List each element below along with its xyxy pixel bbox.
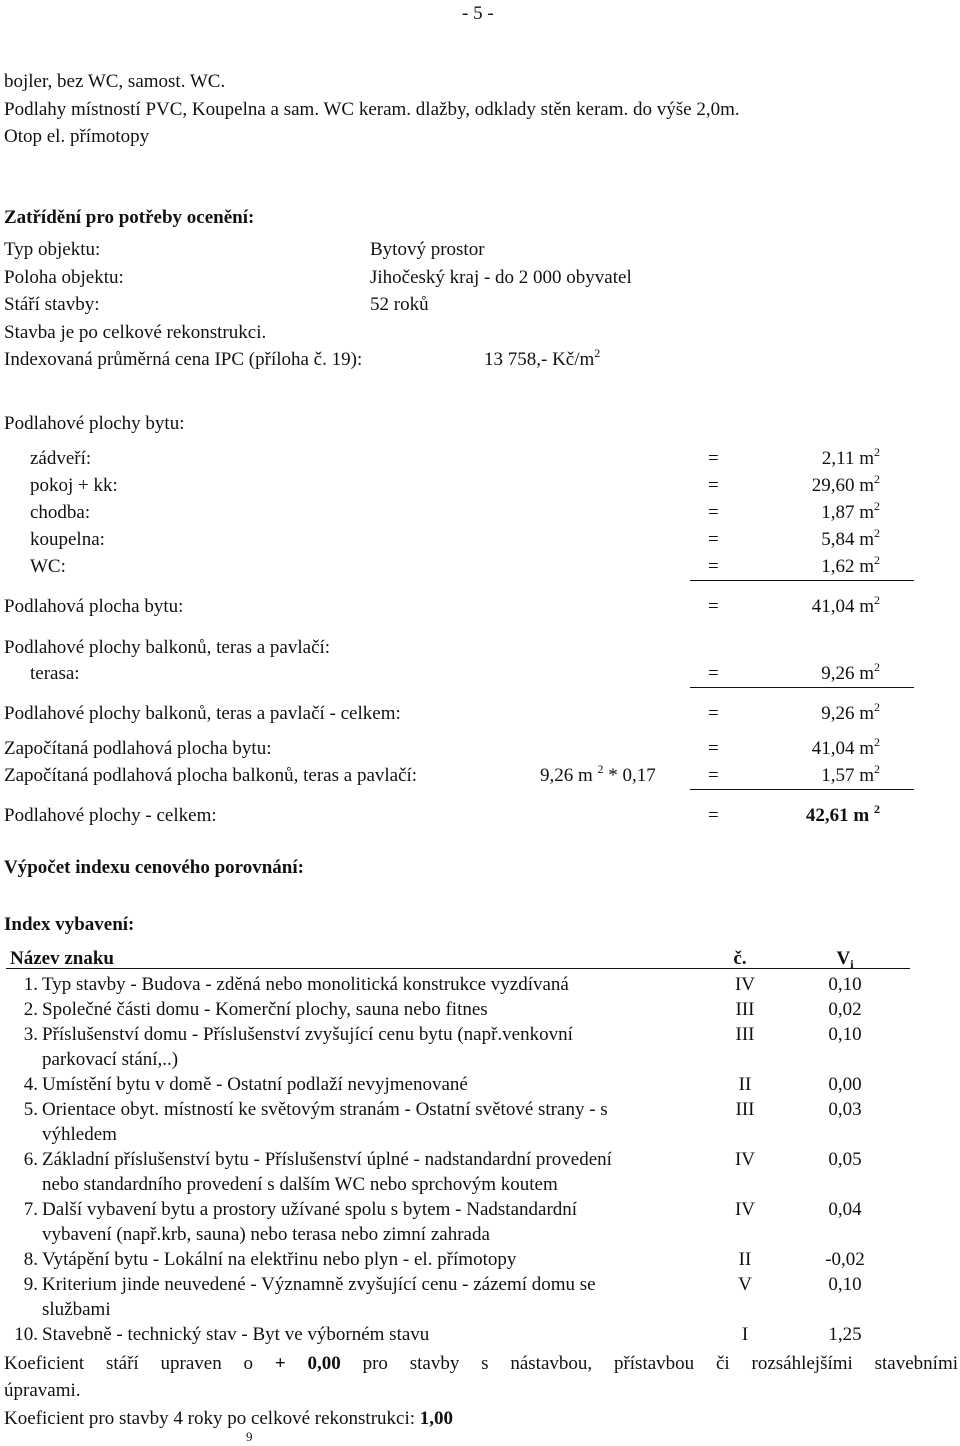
balconies-heading: Podlahové plochy balkonů, teras a pavlačí: xyxy=(4,637,331,658)
intro-line-2: Podlahy místností PVC, Koupelna a sam. WC keram. dlažby, odklady stěn keram. do výše 2,0m. xyxy=(4,99,740,120)
index-item-number: 8. xyxy=(23,1249,38,1270)
index-item-number: 5. xyxy=(23,1099,38,1120)
col-header-v: $V_i$ xyxy=(836,948,854,971)
col-header-name: Název znaku xyxy=(10,948,114,969)
index-item-class: IV xyxy=(734,1149,756,1170)
room-value: 2,11 $m^2$ xyxy=(821,445,880,469)
index-item-value: 0,03 xyxy=(828,1099,862,1120)
index-item-text: Kriterium jinde neuvedené - Významně zvyšující cenu - zázemí domu se xyxy=(42,1274,596,1295)
sum-rule xyxy=(690,789,914,790)
table-header-rule xyxy=(6,968,910,969)
reconstruction-note: Stavba je po celkové rekonstrukci. xyxy=(4,322,267,343)
index-item-text: Společné části domu - Komerční plochy, sauna nebo fitnes xyxy=(42,999,488,1020)
index-item-text: Příslušenství domu - Příslušenství zvyšující cenu bytu (např.venkovní xyxy=(42,1024,573,1045)
index-item-class: IV xyxy=(734,1199,756,1220)
index-item-text: výhledem xyxy=(42,1124,117,1145)
index-item-number: 10. xyxy=(14,1324,38,1345)
index-item-text: Stavebně - technický stav - Byt ve výborném stavu xyxy=(42,1324,430,1345)
counted-balc-value: 1,57 $m^2$ xyxy=(821,762,880,786)
index-item-class: III xyxy=(735,1024,755,1045)
equals-sign: = xyxy=(708,502,719,523)
index-item-value: 0,10 xyxy=(828,974,862,995)
index-item-text: Typ stavby - Budova - zděná nebo monolitická konstrukce vyzdívaná xyxy=(42,974,569,995)
index-item-text: Vytápění bytu - Lokální na elektřinu nebo plyn - el. přímotopy xyxy=(42,1249,517,1270)
type-label: Typ objektu: xyxy=(4,239,101,260)
index-item-number: 4. xyxy=(23,1074,38,1095)
grand-total-value: 42,61 m $^2$ xyxy=(805,802,880,826)
intro-line-1: bojler, bez WC, samost. WC. xyxy=(4,71,226,92)
counted-balc-calc: 9,26 m $^2$ * 0,17 xyxy=(540,762,656,786)
room-value: 1,62 $m^2$ xyxy=(821,553,880,577)
index-item-value: 0,10 xyxy=(828,1274,862,1295)
index-item-class: V xyxy=(738,1274,752,1295)
index-item-class: I xyxy=(741,1324,749,1345)
index-item-text: Orientace obyt. místností ke světovým stranám - Ostatní světové strany - s xyxy=(42,1099,608,1120)
equals-sign: = xyxy=(708,475,719,496)
age-note-line-1: Koeficient stáří upraven o + 0,00 pro stavby s nástavbou, přístavbou či rozsáhlejšími stavebními xyxy=(4,1353,959,1374)
index-item-class: II xyxy=(738,1074,752,1095)
room-value: 1,87 $m^2$ xyxy=(821,499,880,523)
counted-balc-label: Započítaná podlahová plocha balkonů, teras a pavlačí: xyxy=(4,765,418,786)
equals-sign: = xyxy=(708,703,719,724)
index-item-number: 9. xyxy=(23,1274,38,1295)
index-item-value: 0,10 xyxy=(828,1024,862,1045)
intro-line-3: Otop el. přímotopy xyxy=(4,126,150,147)
equals-sign: = xyxy=(708,765,719,786)
index-item-text: nebo standardního provedení s dalším WC nebo sprchovým koutem xyxy=(42,1174,558,1195)
age-note-line-3: Koeficient pro stavby 4 roky po celkové rekonstrukci: 1,00 xyxy=(4,1408,454,1429)
age-note-line-2: úpravami. xyxy=(4,1380,81,1401)
equals-sign: = xyxy=(708,529,719,550)
equals-sign: = xyxy=(708,556,719,577)
page-number: - 5 - xyxy=(462,3,494,24)
index-item-text: službami xyxy=(42,1299,111,1320)
index-item-value: 0,00 xyxy=(828,1074,862,1095)
room-label: chodba: xyxy=(30,502,91,523)
index-item-value: -0,02 xyxy=(825,1249,865,1270)
age-value: 52 roků xyxy=(370,294,429,315)
index-item-number: 3. xyxy=(23,1024,38,1045)
index-item-value: 0,05 xyxy=(828,1149,862,1170)
sum-rule xyxy=(690,580,914,581)
equals-sign: = xyxy=(708,805,719,826)
equals-sign: = xyxy=(708,663,719,684)
index-item-text: Základní příslušenství bytu - Příslušenství úplné - nadstandardní provedení xyxy=(42,1149,612,1170)
index-item-value: 0,02 xyxy=(828,999,862,1020)
index-item-class: III xyxy=(735,1099,755,1120)
type-value: Bytový prostor xyxy=(370,239,485,260)
room-label: zádveří: xyxy=(30,448,92,469)
room-label: WC: xyxy=(30,556,66,577)
index-item-number: 2. xyxy=(23,999,38,1020)
index-item-class: III xyxy=(735,999,755,1020)
terrace-label: terasa: xyxy=(30,663,80,684)
floor-total-value: 41,04 $m^2$ xyxy=(811,593,880,617)
counted-flat-label: Započítaná podlahová plocha bytu: xyxy=(4,738,272,759)
room-value: 5,84 $m^2$ xyxy=(821,526,880,550)
footer-number: 9 xyxy=(246,1429,253,1444)
equals-sign: = xyxy=(708,448,719,469)
index-item-number: 1. xyxy=(23,974,38,995)
age-label: Stáří stavby: xyxy=(4,294,100,315)
index-item-text: vybavení (např.krb, sauna) nebo terasa nebo zimní zahrada xyxy=(42,1224,490,1245)
index-item-number: 7. xyxy=(23,1199,38,1220)
location-value: Jihočeský kraj - do 2 000 obyvatel xyxy=(370,267,632,288)
room-value: 29,60 $m^2$ xyxy=(811,472,880,496)
balconies-total-label: Podlahové plochy balkonů, teras a pavlačí - celkem: xyxy=(4,703,401,724)
index-item-number: 6. xyxy=(23,1149,38,1170)
floor-total-label: Podlahová plocha bytu: xyxy=(4,596,184,617)
room-label: koupelna: xyxy=(30,529,105,550)
index-heading: Index vybavení: xyxy=(4,914,135,935)
sum-rule xyxy=(690,687,914,688)
balconies-total-value: 9,26 $m^2$ xyxy=(821,700,880,724)
room-label: pokoj + kk: xyxy=(30,475,118,496)
equals-sign: = xyxy=(708,596,719,617)
classification-heading: Zatřídění pro potřeby ocenění: xyxy=(4,207,255,228)
index-item-text: parkovací stání,..) xyxy=(42,1049,179,1070)
grand-total-label: Podlahové plochy - celkem: xyxy=(4,805,217,826)
counted-flat-value: 41,04 $m^2$ xyxy=(811,735,880,759)
terrace-value: 9,26 $m^2$ xyxy=(821,660,880,684)
ipc-label: Indexovaná průměrná cena IPC (příloha č. 19): xyxy=(4,349,363,370)
location-label: Poloha objektu: xyxy=(4,267,124,288)
index-item-value: 1,25 xyxy=(828,1324,862,1345)
ipc-value: 13 758,- $Kč/m^2$ xyxy=(484,346,601,370)
calculation-heading: Výpočet indexu cenového porovnání: xyxy=(4,857,304,878)
index-item-text: Umístění bytu v domě - Ostatní podlaží nevyjmenované xyxy=(42,1074,468,1095)
col-header-no: č. xyxy=(733,948,747,969)
floor-areas-heading: Podlahové plochy bytu: xyxy=(4,413,185,434)
index-item-class: II xyxy=(738,1249,752,1270)
equals-sign: = xyxy=(708,738,719,759)
index-item-class: IV xyxy=(734,974,756,995)
index-item-value: 0,04 xyxy=(828,1199,862,1220)
index-item-text: Další vybavení bytu a prostory užívané spolu s bytem - Nadstandardní xyxy=(42,1199,578,1220)
